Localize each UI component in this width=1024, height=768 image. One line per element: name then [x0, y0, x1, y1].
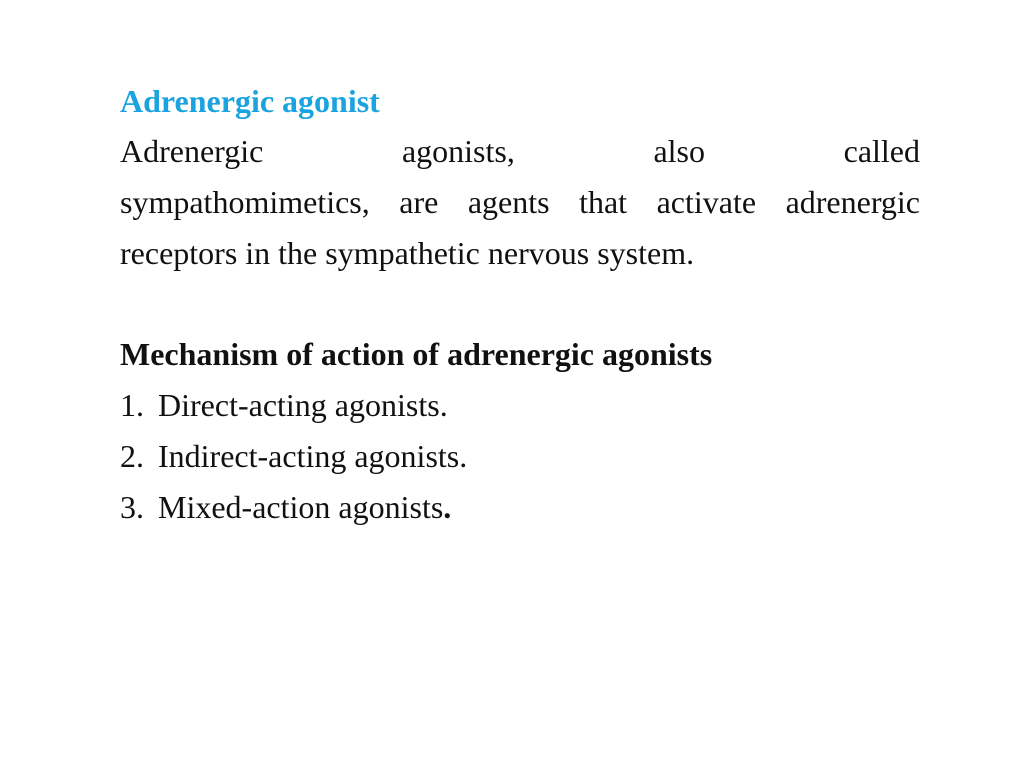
list-item-number: 2. [120, 438, 144, 474]
list-item-number: 1. [120, 387, 144, 423]
list-item [120, 431, 920, 482]
mechanism-list [120, 380, 920, 533]
list-item-suffix: . [443, 489, 452, 525]
list-item-number: 3. [120, 489, 144, 525]
list-item [120, 482, 920, 533]
list-item [120, 380, 920, 431]
definition-rest: sympathomimetics, are agents that activate adrenergic receptors in the sympathetic nervous system. [120, 184, 920, 271]
mechanism-heading: Mechanism of action of adrenergic agonists [120, 336, 713, 372]
slide-content [120, 76, 920, 533]
list-item-text: Mixed-action agonists [158, 489, 444, 525]
definition-paragraph [120, 126, 920, 279]
section-title: Adrenergic agonist [120, 83, 380, 119]
list-item-text: Direct-acting agonists. [158, 387, 448, 423]
definition-first-line: Adrenergic agonists, also called [120, 133, 920, 169]
list-item-text: Indirect-acting agonists. [158, 438, 468, 474]
spacer [120, 279, 920, 329]
